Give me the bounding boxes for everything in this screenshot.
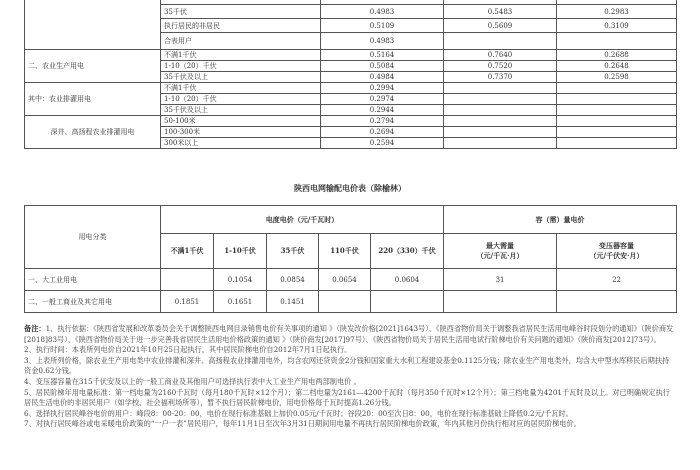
header-capacity-price: 容（需）量电价: [444, 206, 677, 234]
transformer-unit: （元/千伏安·月）: [589, 251, 644, 260]
max-demand-unit: （元/千瓦·月）: [476, 251, 524, 260]
price-cell: 0.2944: [321, 105, 444, 116]
header-voltage: 35千伏: [267, 234, 319, 269]
price-cell: 0.4984: [321, 72, 444, 83]
demand-price-cell: 31: [444, 269, 557, 291]
price-cell: 0.0854: [267, 269, 319, 291]
subcategory-cell: 1-10（20）千伏: [161, 61, 321, 72]
note-item: [24, 356, 676, 377]
header-voltage: 1-10千伏: [214, 234, 267, 269]
header-voltage: 不满1千伏: [161, 234, 214, 269]
note-text: 1、执行依据：《陕西省发展和改革委员会关于调整陕西电网目录销售电价有关事项的通知 》（陕发改价格[2021]1643号）、《陕西省物价局关于调整我省居民生活用电峰谷时段划分的通知》（陕价商发[2018]83号）、《陕西省物价局关于进一步完善我省居民生活用电价格政策的通知 》（陕价商发[2017]97号）、《陕西省物价局关于居民生活用电试行阶梯电价有关问题的通知》（陕价商发[2012]73号）。: [24, 324, 674, 344]
subcategory-cell: 300米以上: [161, 138, 321, 149]
note-item: [24, 388, 676, 409]
subcategory-cell: 35千伏: [161, 5, 321, 19]
category-cell: 一、大工业用电: [25, 269, 161, 291]
category-cell: 二、一般工商业及其它用电: [25, 291, 161, 313]
note-item: [24, 409, 676, 420]
table-title: 陕西电网输配电价表（除榆林）: [294, 183, 406, 193]
price-cell: 0.5164: [321, 50, 444, 61]
subcategory-cell: 不满1千伏: [161, 50, 321, 61]
note-text: 2、执行时间：本表所列电价自2021年10月25日起执行，其中居民阶梯电价自2012年7月1日起执行。: [24, 345, 352, 355]
price-cell: [444, 105, 557, 116]
price-cell: [557, 138, 677, 149]
table-row: [25, 83, 677, 94]
group-cell: 其中：农业排灌用电: [25, 83, 161, 116]
price-cell: [444, 33, 557, 50]
header-voltage: 220（330）千伏: [371, 234, 444, 269]
price-cell: 0.5609: [444, 19, 557, 33]
subcategory-cell: 35千伏及以上: [161, 72, 321, 83]
table-row: [25, 291, 677, 313]
subcategory-cell: 50-100米: [161, 116, 321, 127]
max-demand-label: 最大需量: [486, 241, 515, 250]
price-cell: 0.3109: [557, 19, 677, 33]
header-max-demand: [444, 234, 557, 269]
price-cell: 0.5084: [321, 61, 444, 72]
price-cell: [444, 94, 557, 105]
transformer-price-cell: 22: [557, 269, 677, 291]
price-cell: 0.5109: [321, 19, 444, 33]
price-cell: 0.2794: [321, 116, 444, 127]
price-cell: 0.2648: [557, 61, 677, 72]
price-cell: 0.1851: [161, 291, 214, 313]
price-cell: 0.2983: [557, 5, 677, 19]
price-cell: [557, 83, 677, 94]
price-cell: [444, 138, 557, 149]
transformer-price-cell: [557, 291, 677, 313]
price-table-continued: [24, 0, 677, 149]
price-cell: [444, 116, 557, 127]
note-item: [24, 324, 676, 345]
note-item: [24, 377, 676, 388]
subcategory-cell: 合表用户: [161, 33, 321, 50]
note-item: [24, 419, 676, 430]
price-cell: 0.4983: [321, 33, 444, 50]
price-cell: [557, 127, 677, 138]
table-row: [25, 50, 677, 61]
price-cell: [319, 291, 371, 313]
table-row: [25, 269, 677, 291]
price-cell: [371, 291, 444, 313]
price-cell: 0.0654: [319, 269, 371, 291]
group-cell: 深井、高扬程农业排灌用电: [25, 116, 161, 149]
price-cell: 0.4983: [321, 5, 444, 19]
transformer-label: 变压器容量: [599, 241, 635, 250]
subcategory-cell: 执行居民的非居民: [161, 19, 321, 33]
price-cell: [161, 269, 214, 291]
price-cell: [557, 116, 677, 127]
header-transformer: [557, 234, 677, 269]
notes: [24, 324, 676, 430]
note-text: 3、上表所列价格，除农业生产用电类中农业排灌和深井、高扬程农业排灌用电外，均含农网还贷资金2分钱和国家重大水利工程建设基金0.1125分钱；除农业生产用电类外，均含大中型水库移民后期扶持资金0.62分钱。: [24, 355, 670, 376]
subcategory-cell: 100-300米: [161, 127, 321, 138]
note-text: 5、居民阶梯年用电量标准：第一档电量为2160千瓦时（每月180千瓦时×12个月）；第二档电量为2161—4200千瓦时（每月350千瓦时×12个月）；第三档电量为4201千瓦时及以上。对已明确规定执行居民生活电价的非居民用户（如学校、社会福利场所等），暂不执行居民阶梯电价，用电价格每千瓦时提高1.26分钱。: [24, 387, 670, 408]
price-cell: 0.2694: [321, 127, 444, 138]
price-cell: 0.7520: [444, 61, 557, 72]
subcategory-cell: 1-10（20）千伏: [161, 94, 321, 105]
subcategory-cell: 不满1千伏: [161, 83, 321, 94]
price-cell: 0.1451: [267, 291, 319, 313]
note-item: [24, 345, 676, 356]
price-cell: 0.0604: [371, 269, 444, 291]
subcategory-cell: 35千伏及以上: [161, 105, 321, 116]
header-voltage: 110千伏: [319, 234, 371, 269]
price-cell: 0.5483: [444, 5, 557, 19]
note-text: 6、选择执行居民峰谷电价的用户：峰段8：00-20：00，电价在现行标准基础上加价0.05元/千瓦时；谷段20：00至次日8：00，电价在现行标准基础上降低0.2元/千瓦时。: [24, 408, 573, 418]
price-cell: [557, 105, 677, 116]
price-cell: [557, 94, 677, 105]
price-cell: 0.1651: [214, 291, 267, 313]
group-cell: 二、农业生产用电: [25, 50, 161, 83]
price-cell: [557, 33, 677, 50]
price-cell: 0.7640: [444, 50, 557, 61]
price-cell: 0.2974: [321, 94, 444, 105]
note-text: 4、变压器容量在315千伏安及以上的一般工商业及其他用户可选择执行表中大工业生产用电两部制电价 。: [24, 376, 361, 386]
price-cell: [444, 127, 557, 138]
price-cell: 0.7370: [444, 72, 557, 83]
notes-label: 备注：: [24, 324, 46, 333]
note-text: 7、对执行居民峰谷或电采暖电价政策的“一户一表”居民用户，每年11月1日至次年3月31日期间用电量不再执行居民阶梯电价政策，年内其他月份执行相对应的居民阶梯电价。: [24, 419, 581, 429]
header-category: 用电分类: [25, 206, 161, 269]
demand-price-cell: [444, 291, 557, 313]
transmission-price-table: [24, 205, 677, 313]
price-cell: 0.2598: [557, 72, 677, 83]
group-cell: [25, 0, 161, 50]
price-cell: [444, 83, 557, 94]
price-cell: 0.2688: [557, 50, 677, 61]
price-cell: 0.2994: [321, 83, 444, 94]
header-energy-price: 电度电价（元/千瓦时）: [161, 206, 444, 234]
price-cell: 0.1054: [214, 269, 267, 291]
price-cell: 0.2594: [321, 138, 444, 149]
table-row: [25, 116, 677, 127]
